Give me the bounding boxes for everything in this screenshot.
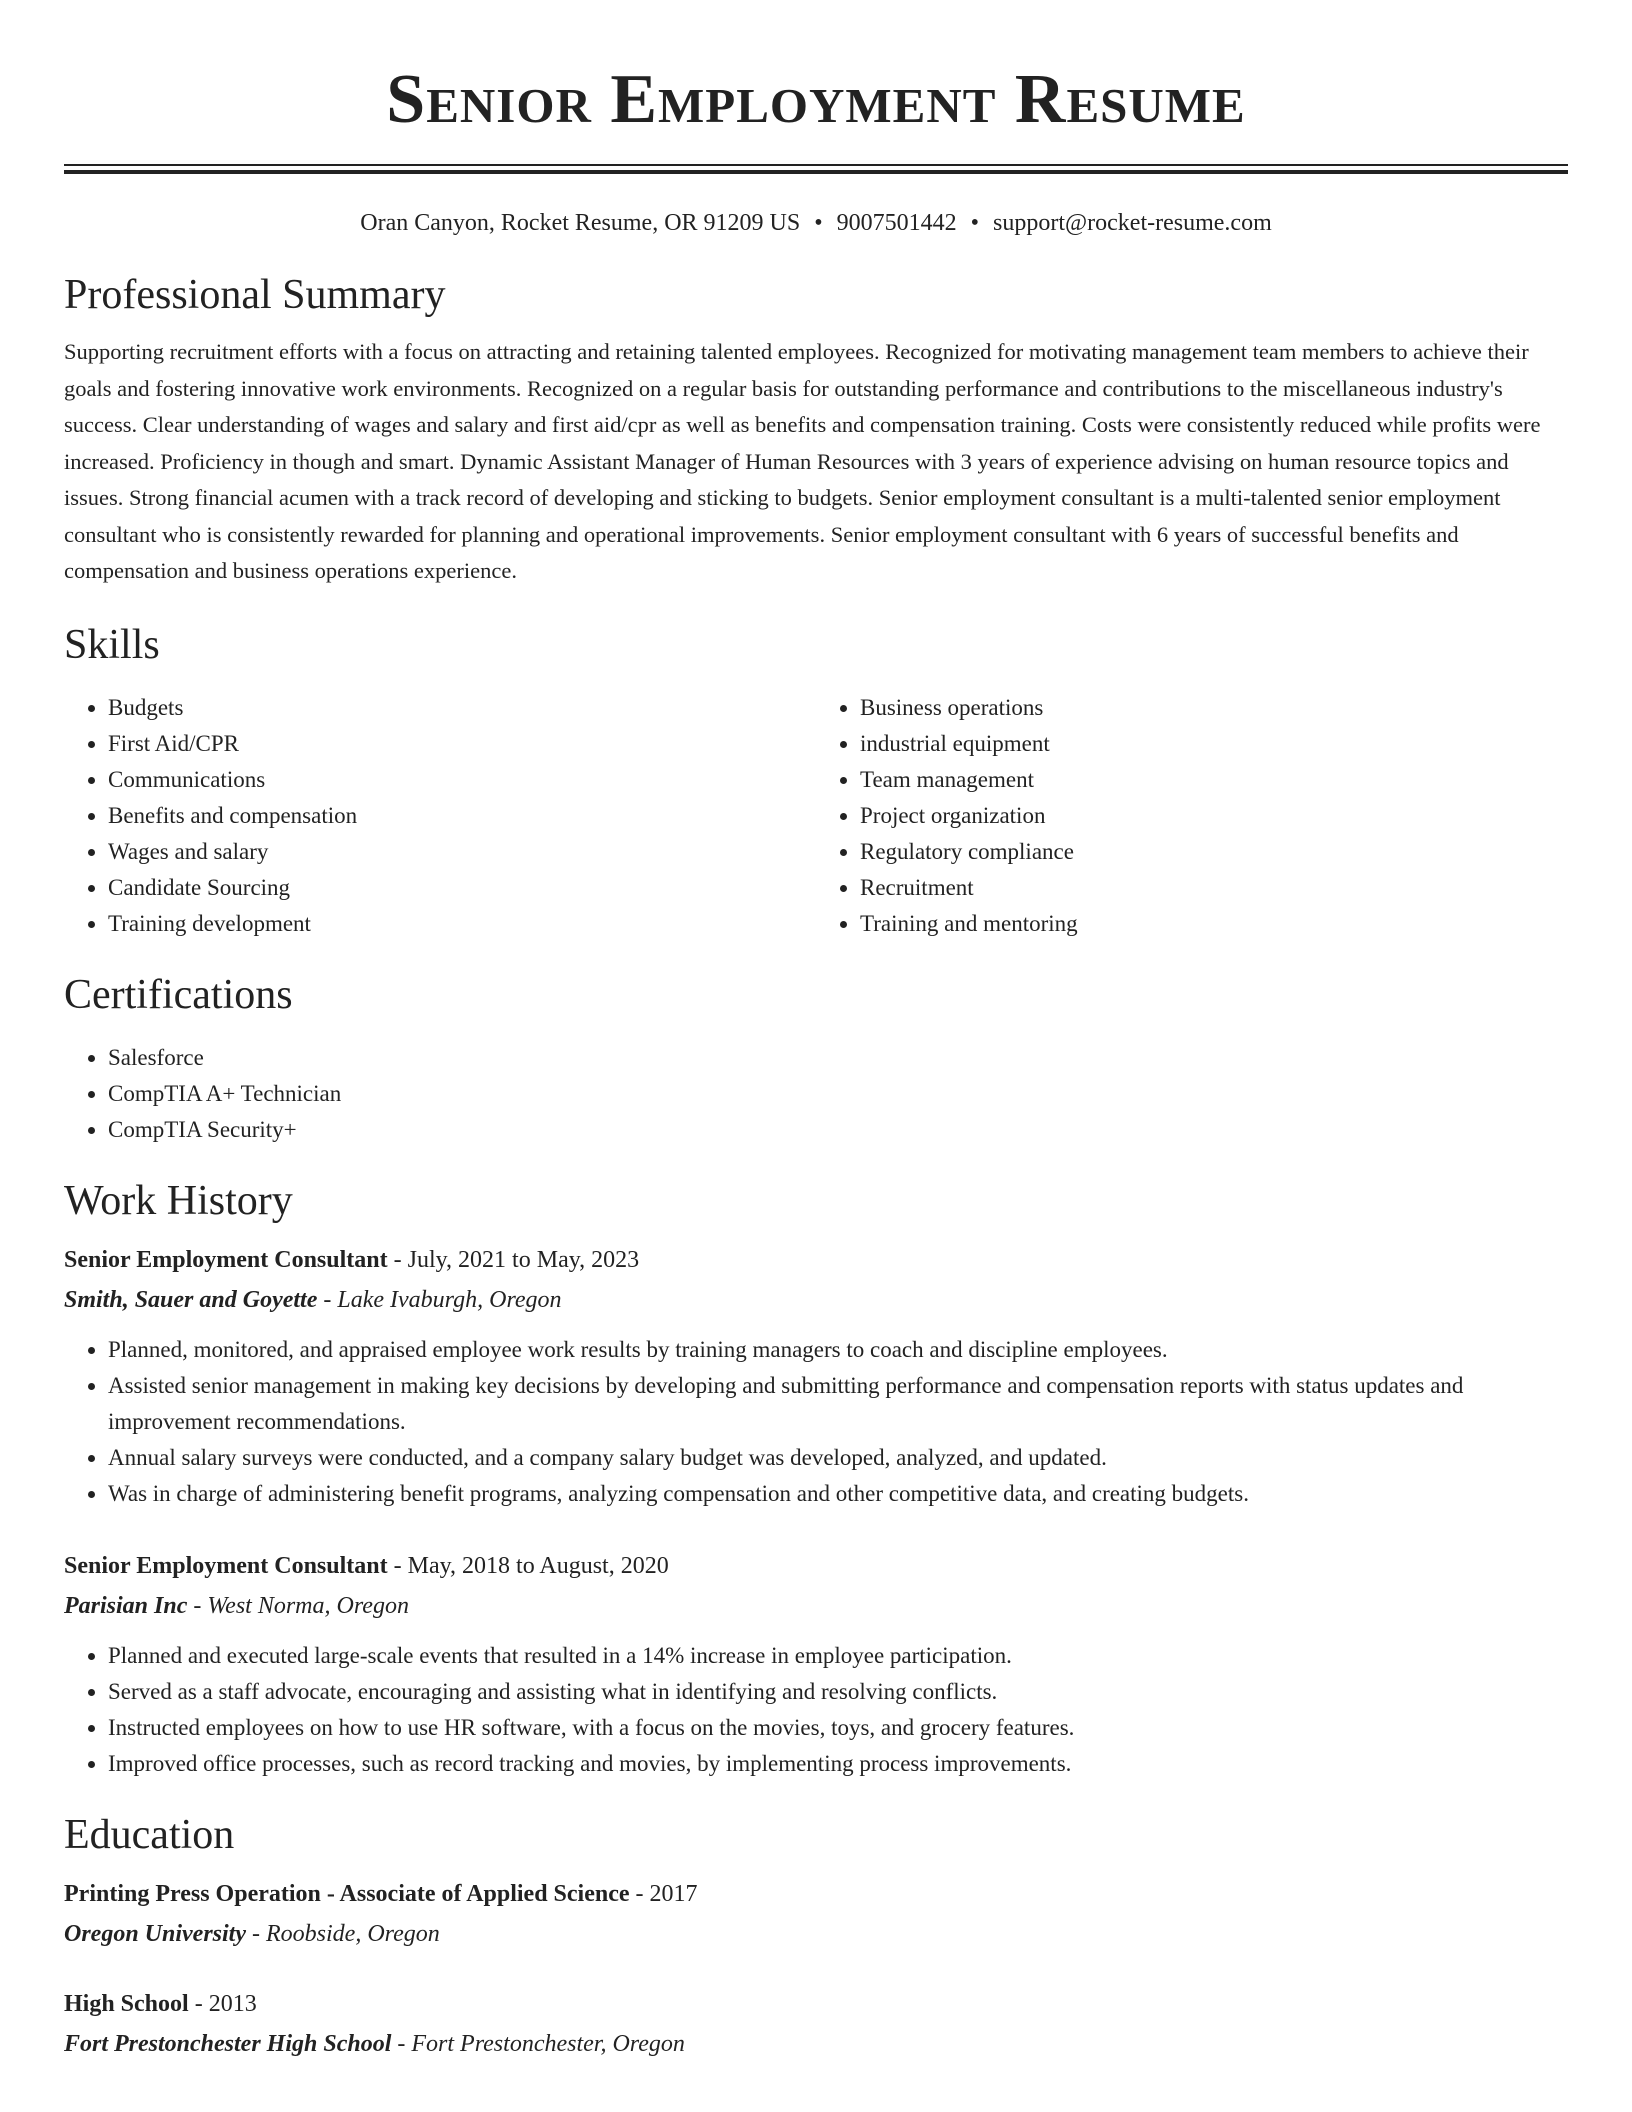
job-company-line: Parisian Inc - West Norma, Oregon (64, 1592, 409, 1619)
job-bullets (64, 1638, 1568, 1782)
skill-item: • First Aid/CPR (108, 726, 816, 762)
summary-section (64, 270, 1568, 590)
job-bullet: • Was in charge of administering benefit programs, analyzing compensation and other competitive data, and creating budgets. (108, 1476, 1568, 1512)
skill-item: • Regulatory compliance (860, 834, 1568, 870)
education-section (64, 1810, 1568, 2064)
skill-item: • Training and mentoring (860, 906, 1568, 942)
job-company-line: Smith, Sauer and Goyette - Lake Ivaburgh, Oregon (64, 1286, 562, 1313)
resume-title: Senior Employment Resume (386, 61, 1246, 138)
contact-email: support@rocket-resume.com (993, 210, 1272, 236)
job-title-line: Senior Employment Consultant - May, 2018 to August, 2020 (64, 1552, 669, 1579)
job-bullet: • Annual salary surveys were conducted, and a company salary budget was developed, analyzed, and updated. (108, 1440, 1568, 1476)
job-bullet: • Planned, monitored, and appraised employee work results by training managers to coach and discipline employees. (108, 1332, 1568, 1368)
skill-item: • Project organization (860, 798, 1568, 834)
certification-item: • Salesforce (108, 1040, 1568, 1076)
certifications-section (64, 970, 1568, 1148)
skill-item: • industrial equipment (860, 726, 1568, 762)
education-degree: High School (64, 1990, 189, 2017)
work-history-section (64, 1176, 1568, 1782)
skills-columns (64, 690, 1568, 942)
skill-item: • Communications (108, 762, 816, 798)
skill-item: • Team management (860, 762, 1568, 798)
education-degree-line: High School - 2013 (64, 1990, 257, 2017)
certification-item: • CompTIA A+ Technician (108, 1076, 1568, 1112)
skills-heading: Skills (64, 621, 160, 668)
summary-heading: Professional Summary (64, 272, 446, 318)
job-bullet: • Assisted senior management in making key decisions by developing and submitting performance and compensation reports with status updates and improvement recommendations. (108, 1368, 1568, 1440)
job-bullets (64, 1332, 1568, 1512)
work-history-heading: Work History (64, 1177, 293, 1224)
job-dates: May, 2018 to August, 2020 (407, 1552, 669, 1579)
education-school: Oregon University (64, 1920, 246, 1947)
skills-section (64, 620, 1568, 942)
certification-item: • CompTIA Security+ (108, 1112, 1568, 1148)
skill-item: • Recruitment (860, 870, 1568, 906)
contact-separator: • (814, 210, 823, 236)
skill-item: • Wages and salary (108, 834, 816, 870)
job-title: Senior Employment Consultant (64, 1246, 388, 1273)
education-school-line: Fort Prestonchester High School - Fort Prestonchester, Oregon (64, 2030, 685, 2057)
job-location: West Norma, Oregon (207, 1592, 409, 1619)
education-location: Roobside, Oregon (266, 1920, 440, 1947)
contact-separator: • (970, 210, 980, 236)
contact-address: Oran Canyon, Rocket Resume, OR 91209 US (360, 210, 801, 236)
job-company: Smith, Sauer and Goyette (64, 1286, 318, 1313)
education-degree: Printing Press Operation - Associate of Applied Science (64, 1880, 630, 1907)
education-location: Fort Prestonchester, Oregon (411, 2030, 685, 2057)
skill-item: • Training development (108, 906, 816, 942)
contact-phone: 9007501442 (836, 210, 957, 236)
job-title: Senior Employment Consultant (64, 1552, 388, 1579)
contact-line (64, 208, 1568, 238)
education-degree-line: Printing Press Operation - Associate of Applied Science - 2017 (64, 1880, 698, 1907)
education-entry (64, 1984, 1568, 2064)
education-school: Fort Prestonchester High School (64, 2030, 392, 2057)
education-heading: Education (64, 1811, 235, 1858)
skill-item: • Business operations (860, 690, 1568, 726)
skill-item: • Benefits and compensation (108, 798, 816, 834)
job-entry (64, 1240, 1568, 1512)
education-school-line: Oregon University - Roobside, Oregon (64, 1920, 440, 1947)
job-bullet: • Served as a staff advocate, encouraging and assisting what in identifying and resolving conflicts. (108, 1674, 1568, 1710)
skill-item: • Candidate Sourcing (108, 870, 816, 906)
skill-item: • Budgets (108, 690, 816, 726)
job-company: Parisian Inc (64, 1592, 188, 1619)
education-year: 2013 (208, 1990, 257, 2017)
education-entry (64, 1874, 1568, 1954)
summary-text: Supporting recruitment efforts with a focus on attracting and retaining talented employees. Recognized for motivating management team members to achieve their goals and fostering innovative work environments. Recognized on a regular basis for outstanding performance and contributions to the miscellaneous industry's success. Clear understanding of wages and salary and first aid/cpr as well as benefits and compensation training. Costs were consistently reduced while profits were increased. Proficiency in though and smart. Dynamic Assistant Manager of Human Resources with 3 years of experience advising on human resource topics and issues. Strong financial acumen with a track record of developing and sticking to budgets. Senior employment consultant is a multi-talented senior employment consultant who is consistently rewarded for planning and operational improvements. Senior employment consultant with 6 years of successful benefits and compensation and business operations experience. (64, 339, 1541, 583)
job-bullet: • Instructed employees on how to use HR software, with a focus on the movies, toys, and grocery features. (108, 1710, 1568, 1746)
certifications-list (64, 1040, 1568, 1148)
certifications-heading: Certifications (64, 971, 293, 1018)
job-entry (64, 1546, 1568, 1782)
skills-list-left (64, 690, 816, 942)
job-location: Lake Ivaburgh, Oregon (337, 1286, 562, 1313)
skills-list-right (816, 690, 1568, 942)
job-title-line: Senior Employment Consultant - July, 2021 to May, 2023 (64, 1246, 640, 1273)
job-bullet: • Planned and executed large-scale events that resulted in a 14% increase in employee participation. (108, 1638, 1568, 1674)
title-divider (64, 164, 1568, 174)
education-year: 2017 (649, 1880, 698, 1907)
job-bullet: • Improved office processes, such as record tracking and movies, by implementing process improvements. (108, 1746, 1568, 1782)
job-dates: July, 2021 to May, 2023 (407, 1246, 640, 1273)
